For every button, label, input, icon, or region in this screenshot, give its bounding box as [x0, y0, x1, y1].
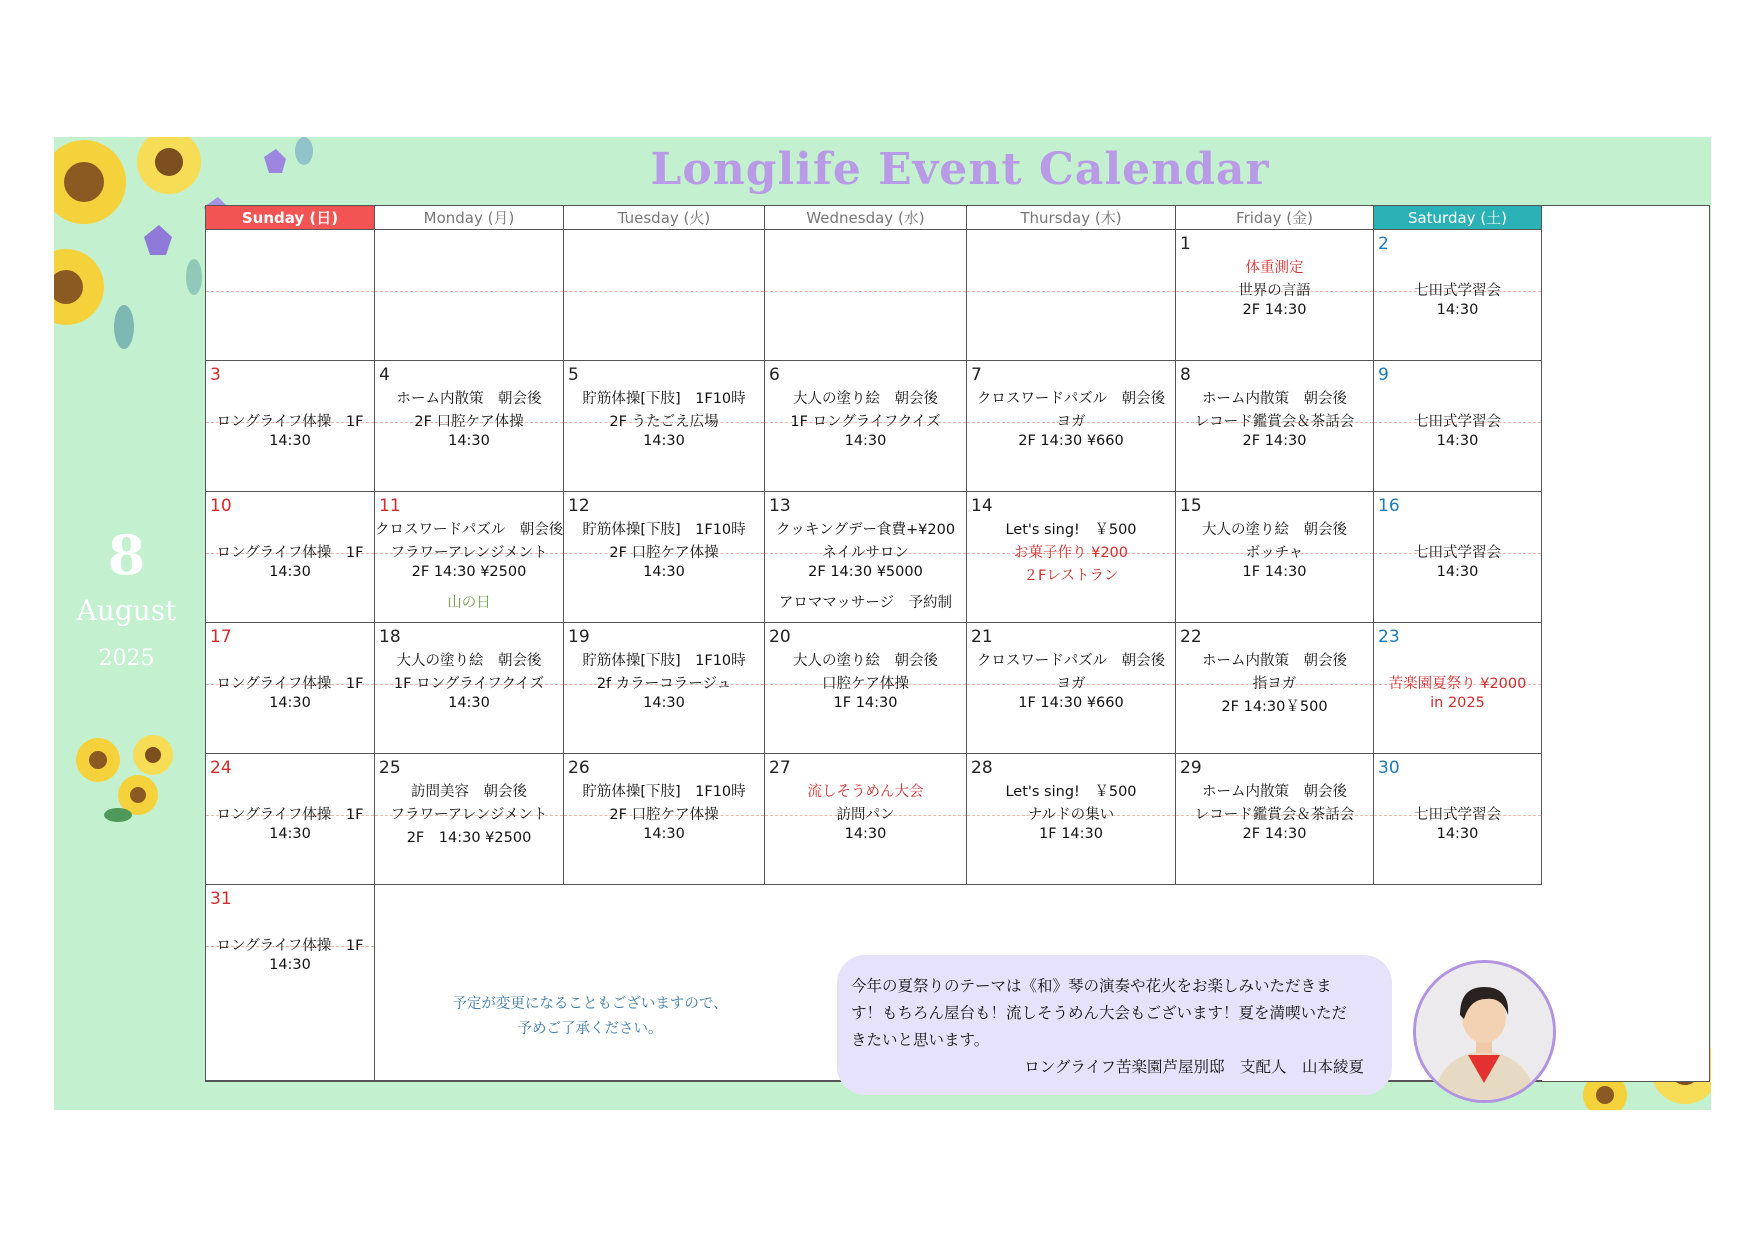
weekday-header-friday: Friday (金) [1176, 206, 1374, 230]
day-number: 4 [379, 365, 390, 385]
page-title: Longlife Event Calendar [650, 144, 1270, 195]
event-text: 2F 14:30 ¥5000 [808, 564, 923, 580]
day-number: 11 [379, 496, 401, 516]
day-number: 23 [1378, 627, 1400, 647]
event-text: ホーム内散策 朝会後 [1202, 784, 1347, 800]
day-number: 12 [568, 496, 590, 516]
holiday-label: 山の日 [447, 595, 491, 611]
event-text: 2F 口腔ケア体操 [609, 545, 719, 561]
event-text: 2F 口腔ケア体操 [414, 414, 524, 430]
day-cell-3 [206, 361, 375, 492]
day-cell-6 [765, 361, 967, 492]
person-icon [1416, 963, 1553, 1100]
event-text: アロママッサージ 予約制 [778, 595, 953, 611]
event-text: 貯筋体操[下肢] 1F10時 [582, 391, 746, 407]
event-text: 2F 14:30 [1242, 826, 1307, 842]
day-cell-4 [375, 361, 564, 492]
day-number: 9 [1378, 365, 1389, 385]
day-number: 22 [1180, 627, 1202, 647]
day-number: 7 [971, 365, 982, 385]
day-number: 19 [568, 627, 590, 647]
day-cell-28 [967, 754, 1176, 885]
event-text: ロングライフ体操 1F [216, 676, 364, 692]
day-number: 26 [568, 758, 590, 778]
day-cell-15 [1176, 492, 1374, 623]
event-text: Let's sing! ￥500 [1005, 522, 1137, 538]
event-text: ヨガ [1056, 414, 1086, 430]
day-cell-22 [1176, 623, 1374, 754]
day-number: 13 [769, 496, 791, 516]
event-text: 2F 14:30 ¥660 [1018, 433, 1124, 449]
event-text: レコード鑑賞会＆茶話会 [1194, 807, 1355, 823]
event-text: 七田式学習会 [1414, 414, 1501, 430]
weekday-header-tuesday: Tuesday (火) [564, 206, 765, 230]
day-cell-23 [1374, 623, 1542, 754]
day-number: 15 [1180, 496, 1202, 516]
event-text: 2f カラーコラージュ [596, 676, 732, 692]
event-text: 大人の塗り絵 朝会後 [396, 653, 542, 669]
event-text: 七田式学習会 [1414, 283, 1501, 299]
event-text: 14:30 [1436, 826, 1479, 842]
day-cell-empty [375, 230, 564, 361]
event-text: ２Fレストラン [1023, 568, 1119, 584]
day-cell-31 [206, 885, 375, 1081]
day-number: 16 [1378, 496, 1400, 516]
event-text: in 2025 [1430, 695, 1485, 711]
month-number: 8 [107, 523, 146, 587]
day-number: 10 [210, 496, 232, 516]
event-text: 口腔ケア体操 [822, 676, 909, 692]
cell-divider [375, 291, 563, 292]
day-number: 17 [210, 627, 232, 647]
event-text: 貯筋体操[下肢] 1F10時 [582, 522, 746, 538]
event-text: ホーム内散策 朝会後 [1202, 653, 1347, 669]
event-text: 七田式学習会 [1414, 807, 1501, 823]
event-text: ロングライフ体操 1F [216, 414, 364, 430]
event-text: お菓子作り ¥200 [1013, 545, 1128, 561]
event-text: 14:30 [844, 433, 887, 449]
flower-decoration-left [58, 725, 198, 825]
leaf-icon [104, 808, 132, 822]
event-text: 14:30 [844, 826, 887, 842]
event-text: 大人の塗り絵 朝会後 [793, 391, 938, 407]
day-cell-20 [765, 623, 967, 754]
day-cell-12 [564, 492, 765, 623]
day-cell-19 [564, 623, 765, 754]
notice-line: 予めご了承ください。 [517, 1021, 663, 1037]
event-text: 14:30 [643, 695, 685, 711]
year: 2025 [98, 646, 155, 671]
event-text: 14:30 [269, 433, 311, 449]
event-text: クロスワードパズル 朝会後 [976, 391, 1166, 407]
event-text: 14:30 [269, 957, 311, 973]
event-text: ロングライフ体操 1F [216, 938, 364, 954]
event-text: 14:30 [1436, 564, 1479, 580]
event-text: 2F 14:30 ¥2500 [406, 830, 532, 846]
event-text: 14:30 [1436, 433, 1479, 449]
day-number: 24 [210, 758, 232, 778]
day-cell-13 [765, 492, 967, 623]
day-cell-8 [1176, 361, 1374, 492]
event-text: 2F 14:30￥500 [1221, 699, 1328, 715]
day-cell-1 [1176, 230, 1374, 361]
event-text: 1F 14:30 ¥660 [1018, 695, 1124, 711]
calendar-grid [205, 205, 1710, 1082]
sunflower-icon [76, 735, 173, 815]
day-number: 6 [769, 365, 780, 385]
day-cell-9 [1374, 361, 1542, 492]
cell-divider [206, 291, 374, 292]
message-bubble [837, 955, 1392, 1095]
event-text: 1F ロングライフクイズ [790, 414, 941, 430]
event-text: クロスワードパズル 朝会後 [976, 653, 1166, 669]
day-number: 29 [1180, 758, 1202, 778]
weekday-header-thursday: Thursday (木) [967, 206, 1176, 230]
manager-avatar [1413, 960, 1556, 1103]
day-cell-16 [1374, 492, 1542, 623]
event-text: 2F 14:30 [1242, 433, 1307, 449]
event-text: 1F 14:30 [1039, 826, 1103, 842]
event-text: 1F 14:30 [833, 695, 898, 711]
day-cell-empty [967, 230, 1176, 361]
event-text: 2F 14:30 ¥2500 [411, 564, 527, 580]
day-cell-27 [765, 754, 967, 885]
notice-line: 予定が変更になることもございますので、 [452, 996, 728, 1012]
event-text: 14:30 [269, 695, 311, 711]
event-text: 1F ロングライフクイズ [393, 676, 545, 692]
day-number: 8 [1180, 365, 1191, 385]
day-cell-29 [1176, 754, 1374, 885]
message-line: す！もちろん屋台も！流しそうめん大会もございます！夏を満喫いただ [851, 1004, 1348, 1022]
event-text: 貯筋体操[下肢] 1F10時 [582, 784, 746, 800]
event-text: Let's sing! ￥500 [1005, 784, 1137, 800]
cell-divider [765, 291, 966, 292]
event-text: ホーム内散策 朝会後 [1202, 391, 1347, 407]
event-text: フラワーアレンジメント [390, 807, 548, 823]
event-text: ヨガ [1056, 676, 1086, 692]
day-number: 18 [379, 627, 401, 647]
day-cell-empty [765, 230, 967, 361]
weekday-header-monday: Monday (月) [375, 206, 564, 230]
event-text: 14:30 [643, 826, 685, 842]
message-signature: ロングライフ苦楽園芦屋別邸 支配人 山本綾夏 [1024, 1058, 1364, 1076]
sunflower-icon [54, 137, 201, 325]
day-cell-25 [375, 754, 564, 885]
cell-divider [564, 291, 764, 292]
event-text: ネイルサロン [822, 545, 909, 561]
day-cell-2 [1374, 230, 1542, 361]
event-text: ホーム内散策 朝会後 [396, 391, 542, 407]
event-text: クッキングデー食費+¥200 [775, 522, 956, 538]
message-line: きたいと思います。 [851, 1031, 990, 1049]
day-cell-21 [967, 623, 1176, 754]
event-text: 14:30 [269, 564, 311, 580]
day-number: 21 [971, 627, 993, 647]
event-text: 大人の塗り絵 朝会後 [793, 653, 938, 669]
event-text: 大人の塗り絵 朝会後 [1202, 522, 1347, 538]
day-cell-5 [564, 361, 765, 492]
day-cell-empty [564, 230, 765, 361]
event-text: 14:30 [448, 695, 490, 711]
event-text: 流しそうめん大会 [807, 784, 924, 800]
month-name: August [76, 594, 177, 627]
event-text: 体重測定 [1245, 260, 1304, 276]
day-number: 1 [1180, 234, 1191, 254]
day-number: 30 [1378, 758, 1400, 778]
event-text: ロングライフ体操 1F [216, 545, 364, 561]
event-text: 14:30 [269, 826, 311, 842]
event-text: 苦楽園夏祭り ¥2000 [1388, 676, 1527, 692]
day-number: 5 [568, 365, 579, 385]
event-text: 14:30 [1436, 302, 1479, 318]
day-number: 20 [769, 627, 791, 647]
weekday-header-saturday: Saturday (土) [1374, 206, 1542, 230]
event-text: 14:30 [448, 433, 490, 449]
event-text: 14:30 [643, 433, 685, 449]
event-text: レコード鑑賞会＆茶話会 [1194, 414, 1355, 430]
event-text: 1F 14:30 [1242, 564, 1307, 580]
event-text: 世界の言語 [1238, 283, 1311, 299]
event-text: 訪問美容 朝会後 [411, 784, 527, 800]
event-text: 14:30 [643, 564, 685, 580]
day-cell-18 [375, 623, 564, 754]
month-badge [54, 520, 199, 686]
event-text: クロスワードパズル 朝会後 [375, 522, 564, 538]
event-text: ボッチャ [1245, 545, 1304, 561]
event-text: 2F うたごえ広場 [609, 414, 719, 430]
event-text: 指ヨガ [1252, 676, 1297, 692]
cell-divider [967, 291, 1175, 292]
day-cell-11 [375, 492, 564, 623]
notice-text [400, 992, 780, 1042]
day-number: 25 [379, 758, 401, 778]
day-number: 28 [971, 758, 993, 778]
day-cell-26 [564, 754, 765, 885]
day-cell-24 [206, 754, 375, 885]
event-text: ナルドの集い [1027, 807, 1115, 823]
event-text: 2F 14:30 [1242, 302, 1307, 318]
message-line: 今年の夏祭りのテーマは《和》琴の演奏や花火をお楽しみいただきま [851, 977, 1332, 995]
event-text: フラワーアレンジメント [390, 545, 548, 561]
event-text: 七田式学習会 [1414, 545, 1501, 561]
day-cell-14 [967, 492, 1176, 623]
day-cell-10 [206, 492, 375, 623]
day-number: 27 [769, 758, 791, 778]
day-number: 2 [1378, 234, 1389, 254]
day-number: 31 [210, 889, 232, 909]
day-cell-30 [1374, 754, 1542, 885]
day-number: 3 [210, 365, 221, 385]
event-text: 貯筋体操[下肢] 1F10時 [582, 653, 746, 669]
event-text: 訪問パン [836, 807, 895, 823]
day-number: 14 [971, 496, 993, 516]
event-text: 2F 口腔ケア体操 [609, 807, 719, 823]
day-cell-empty [206, 230, 375, 361]
weekday-header-sunday: Sunday (日) [206, 206, 375, 230]
weekday-header-wednesday: Wednesday (水) [765, 206, 967, 230]
event-text: ロングライフ体操 1F [216, 807, 364, 823]
day-cell-7 [967, 361, 1176, 492]
day-cell-17 [206, 623, 375, 754]
